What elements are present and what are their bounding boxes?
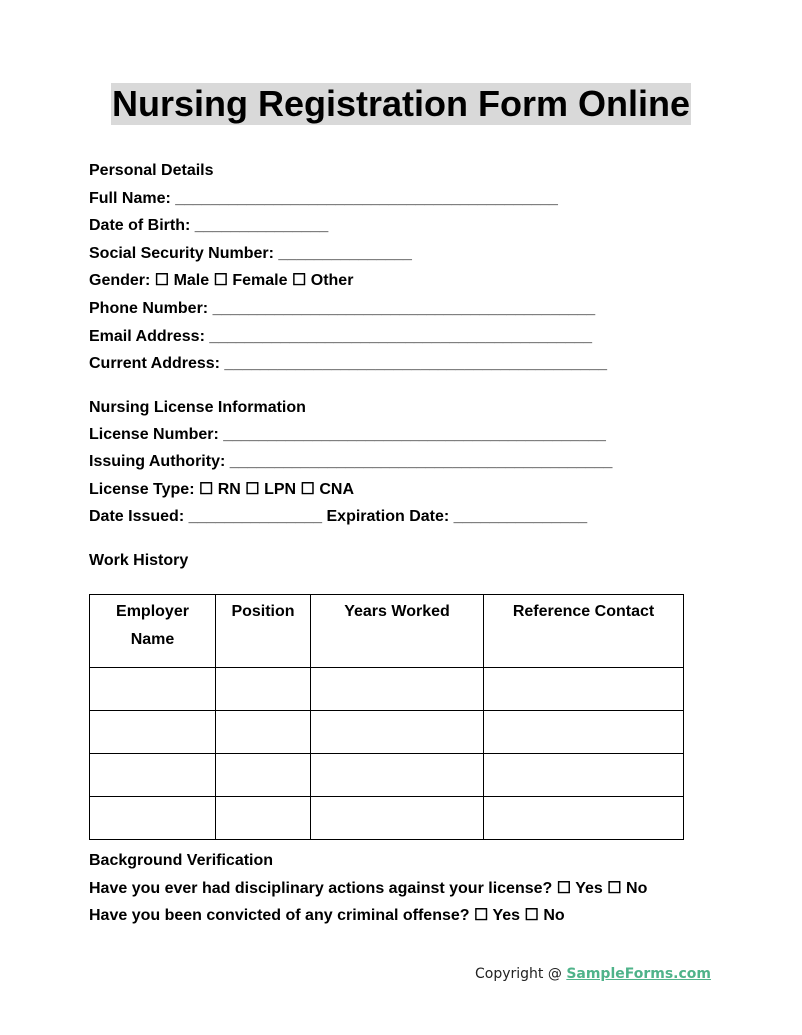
table-cell[interactable] (311, 711, 484, 754)
table-cell[interactable] (90, 797, 216, 840)
license-info-heading: Nursing License Information (89, 399, 306, 416)
table-header-row (90, 595, 684, 668)
license-dates-fields[interactable]: Date Issued: _______________ Expiration Date: _______________ (89, 508, 588, 525)
email-address-field[interactable]: Email Address: ___________________________________________ (89, 328, 592, 345)
license-number-field[interactable]: License Number: ___________________________________________ (89, 426, 606, 443)
ssn-field[interactable]: Social Security Number: _______________ (89, 245, 412, 262)
criminal-offense-question[interactable]: Have you been convicted of any criminal offense? ☐ Yes ☐ No (89, 907, 565, 924)
table-cell[interactable] (90, 754, 216, 797)
disciplinary-question[interactable]: Have you ever had disciplinary actions against your license? ☐ Yes ☐ No (89, 880, 648, 897)
personal-details-heading: Personal Details (89, 162, 214, 179)
table-cell[interactable] (90, 668, 216, 711)
full-name-field[interactable]: Full Name: ___________________________________________ (89, 190, 558, 207)
table-cell[interactable] (311, 668, 484, 711)
table-row (90, 668, 684, 711)
column-header-position: Position (216, 595, 311, 668)
table-cell[interactable] (484, 754, 684, 797)
work-history-heading: Work History (89, 552, 189, 569)
table-row (90, 754, 684, 797)
table-cell[interactable] (484, 711, 684, 754)
form-title: Nursing Registration Form Online (111, 83, 691, 124)
table-cell[interactable] (484, 797, 684, 840)
brand-link[interactable]: SampleForms.com (566, 966, 712, 982)
table-cell[interactable] (216, 754, 311, 797)
copyright-footer (475, 964, 711, 984)
column-header-reference-contact: Reference Contact (484, 595, 684, 668)
gender-options[interactable]: Gender: ☐ Male ☐ Female ☐ Other (89, 272, 354, 289)
current-address-field[interactable]: Current Address: ___________________________________________ (89, 355, 608, 372)
table-cell[interactable] (216, 668, 311, 711)
table-cell[interactable] (484, 668, 684, 711)
table-cell[interactable] (311, 797, 484, 840)
issuing-authority-field[interactable]: Issuing Authority: ___________________________________________ (89, 453, 613, 470)
phone-number-field[interactable]: Phone Number: ___________________________________________ (89, 300, 596, 317)
date-of-birth-field[interactable]: Date of Birth: _______________ (89, 217, 329, 234)
work-history-table (89, 594, 684, 840)
column-header-years-worked: Years Worked (311, 595, 484, 668)
table-cell[interactable] (311, 754, 484, 797)
copyright-prefix: Copyright @ (475, 966, 567, 982)
table-cell[interactable] (216, 711, 311, 754)
column-header-employer-name: Employer Name (90, 595, 216, 668)
background-verification-heading: Background Verification (89, 852, 274, 869)
table-row (90, 711, 684, 754)
table-cell[interactable] (216, 797, 311, 840)
table-cell[interactable] (90, 711, 216, 754)
license-type-options[interactable]: License Type: ☐ RN ☐ LPN ☐ CNA (89, 481, 354, 498)
table-row (90, 797, 684, 840)
